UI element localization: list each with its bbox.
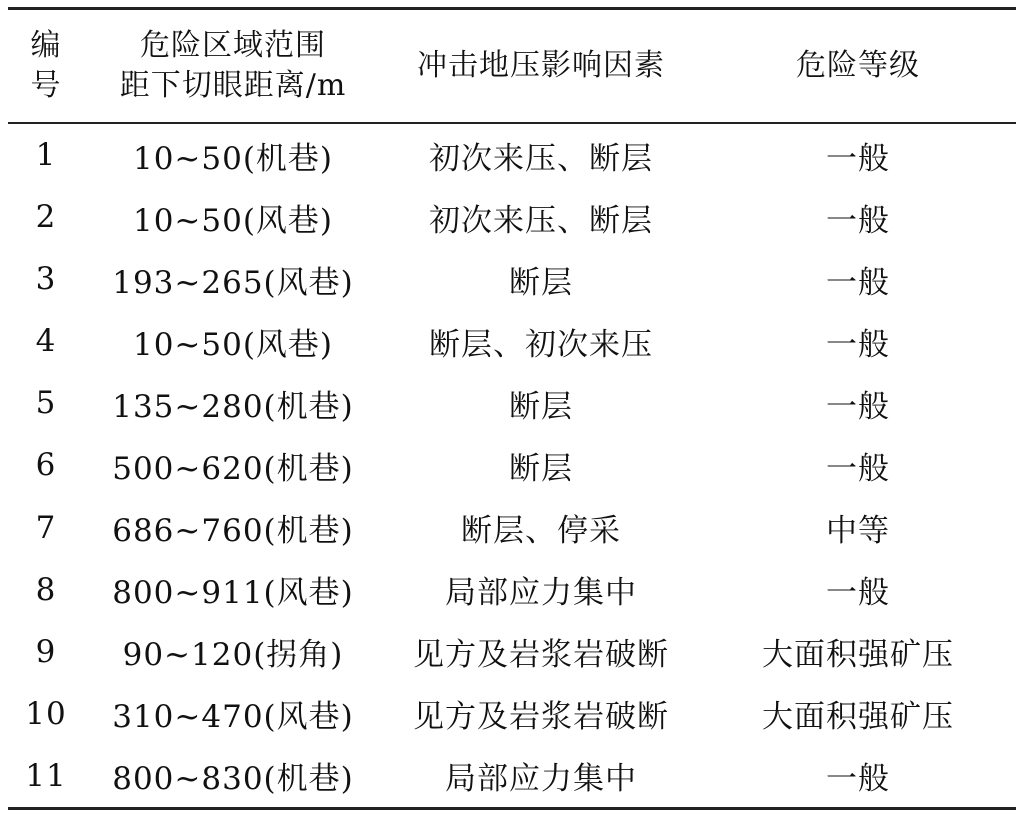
table-row (8, 310, 1016, 372)
cell-factors: 断层、停采 (461, 513, 621, 550)
cell-number: 7 (35, 509, 57, 546)
cell-level: 一般 (826, 761, 890, 798)
cell-number: 1 (35, 137, 57, 174)
cell-level: 一般 (826, 575, 890, 612)
table-row (8, 497, 1016, 559)
cell-number: 4 (35, 323, 57, 360)
cell-number: 3 (35, 261, 57, 298)
header-range (84, 10, 382, 122)
cell-level: 一般 (826, 140, 890, 177)
cell-range: 10~50(风巷) (132, 202, 334, 239)
cell-factors: 断层 (509, 388, 573, 425)
table-bottom-rule (8, 807, 1016, 810)
cell-level: 一般 (826, 326, 890, 363)
header-factors-label: 冲击地压影响因素 (417, 48, 665, 83)
table-body (8, 124, 1016, 807)
table-row (8, 124, 1016, 186)
header-level-label: 危险等级 (796, 48, 920, 83)
cell-factors: 局部应力集中 (445, 575, 637, 612)
table-row (8, 745, 1016, 807)
header-range-line2: 距下切眼距离/m (119, 68, 347, 103)
header-number-line1: 编 (30, 28, 62, 63)
table-header (8, 10, 1016, 122)
cell-number: 10 (25, 695, 67, 732)
header-number-line2: 号 (30, 68, 62, 103)
table-row (8, 248, 1016, 310)
cell-level: 大面积强矿压 (762, 699, 954, 736)
table-row (8, 683, 1016, 745)
cell-range: 686~760(机巷) (112, 513, 354, 550)
cell-range: 90~120(拐角) (122, 637, 344, 674)
cell-level: 中等 (826, 513, 890, 550)
cell-number: 8 (35, 571, 57, 608)
cell-factors: 见方及岩浆岩破断 (413, 699, 669, 736)
cell-level: 一般 (826, 388, 890, 425)
cell-factors: 见方及岩浆岩破断 (413, 637, 669, 674)
cell-range: 310~470(风巷) (112, 699, 354, 736)
cell-range: 10~50(机巷) (132, 140, 334, 177)
cell-number: 9 (35, 633, 57, 670)
header-number (8, 10, 84, 122)
table-row (8, 186, 1016, 248)
cell-range: 10~50(风巷) (132, 326, 334, 363)
cell-factors: 初次来压、断层 (429, 202, 653, 239)
table-row (8, 559, 1016, 621)
header-factors (382, 10, 700, 122)
cell-level: 一般 (826, 202, 890, 239)
header-level (700, 10, 1016, 122)
cell-level: 大面积强矿压 (762, 637, 954, 674)
cell-factors: 断层 (509, 450, 573, 487)
cell-range: 193~265(风巷) (112, 264, 354, 301)
cell-range: 500~620(机巷) (112, 450, 354, 487)
table-row (8, 621, 1016, 683)
cell-level: 一般 (826, 450, 890, 487)
hazard-zone-table (8, 7, 1016, 812)
cell-range: 800~830(机巷) (112, 761, 354, 798)
header-range-line1: 危险区域范围 (140, 28, 326, 63)
cell-number: 6 (35, 447, 57, 484)
cell-range: 135~280(机巷) (112, 388, 354, 425)
cell-range: 800~911(风巷) (112, 575, 354, 612)
cell-number: 2 (35, 199, 57, 236)
cell-level: 一般 (826, 264, 890, 301)
cell-factors: 断层、初次来压 (429, 326, 653, 363)
cell-number: 11 (25, 757, 67, 794)
cell-factors: 局部应力集中 (445, 761, 637, 798)
table-row (8, 372, 1016, 434)
cell-factors: 断层 (509, 264, 573, 301)
table-row (8, 434, 1016, 496)
cell-number: 5 (35, 385, 57, 422)
cell-factors: 初次来压、断层 (429, 140, 653, 177)
